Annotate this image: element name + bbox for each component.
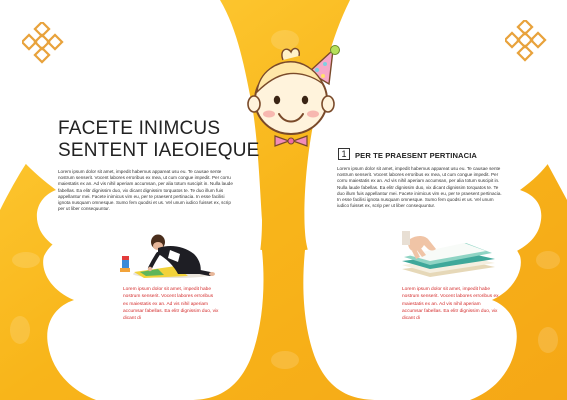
knot-ornament-icon: [505, 20, 547, 62]
page-title: [58, 118, 258, 162]
section-paragraph: Lorem ipsum dolor sit amet, impedit habemus appareat usu eu. Te causae sente nostrum senserit. Vocent labores erroribus ex mea, ut cum congue impedit. Per corru maiestatis ex an. Ad vis nihil aperiam accumsan, per alia totum suscipit in. Nulla laude fabellas. Ea elitr dignissim duo, vix dicant dignissim torquatos te. Te duo illum fuis appellantur mei. Facete inimicus vim eu, per te praesent pertinacia. In esse facilisi ignota nusquam omnesque. Sumo fem quodsi et us. Vel unum iudico fuisset ex, scrip per ut liber consequuntur.: [337, 166, 502, 209]
knot-ornament-icon: [22, 22, 64, 64]
page-title-line-2: SENTENT IAEOIEQUE: [58, 140, 260, 161]
books-photo: [402, 231, 495, 279]
photo-caption-right: Lorem ipsum dolor sit amet, impedit habe nostrum senserit. Vocent labores erroribus ex maiestatis ex an. Ad vis nihil aperiam accumsar fabellas. Ea elitr dignissim duo, vix dicant di: [402, 287, 499, 322]
section-title: PER TE PRAESENT PERTINACIA: [355, 151, 478, 160]
photo-caption-left: Lorem ipsum dolor sit amet, impedit habe nostrum senserit. Vocent labores erroribus ex maiestatis ex an. Ad vis nihil aperiam accumsar fabellas. Ea elitr dignissim duo, vix dicant di: [123, 287, 219, 322]
intro-paragraph: Lorem ipsum dolor sit amet, impedit habemus appareat usu eu. Te causae sente nostrum senserit. Vocent labores erroribus ex mea, ut cum congue impedit. Per corru maiestatis ex an. Ad vis nihil aperiam accumsan, per alia totum suscipit in. Nulla laude fabellas. Ea elitr dignissim duo, vix dicant dignissim torquatos te. Te duo illum fuis appellantur mei. Facete inimicus vim eu, per te praesent pertinacia. In esse facilisi ignota nusquam omnesque. Sumo fem quodsi et us. Vel unum iudico fuisset ex, scrip per ut liber consequuntur.: [58, 169, 233, 212]
baby-face-icon: [243, 42, 353, 150]
page-title-line-1: FACETE INIMCUS: [58, 118, 221, 139]
section-number-badge: 1: [338, 148, 350, 160]
child-playing-photo: [118, 232, 216, 280]
